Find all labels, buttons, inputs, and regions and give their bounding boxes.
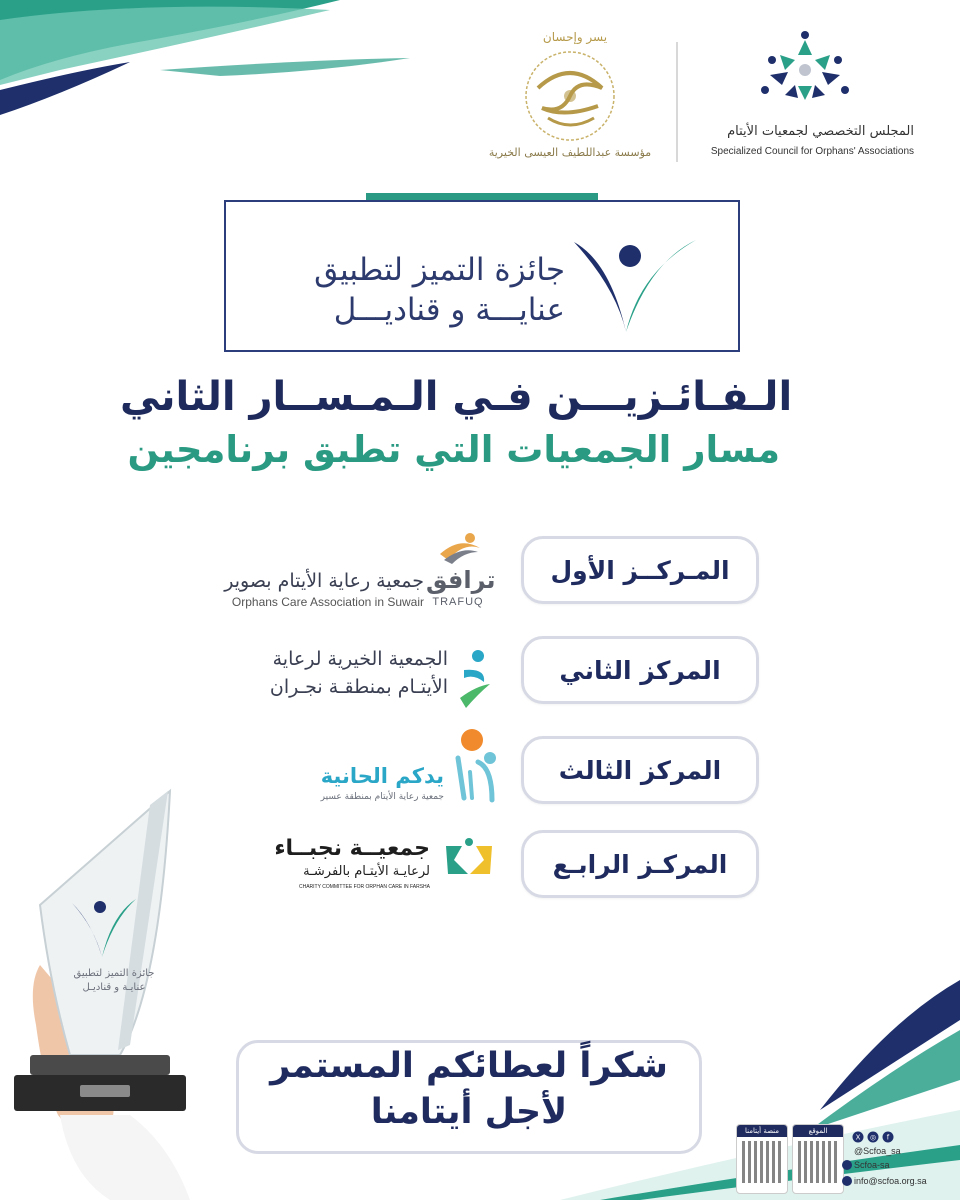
rank-3-pill: المركز الثالث bbox=[521, 736, 759, 804]
foundation-tagline: يسر وإحسان bbox=[542, 30, 608, 44]
social-icons-row bbox=[852, 1128, 898, 1147]
rank-2-pill: المركز الثاني bbox=[521, 636, 759, 704]
rank-3-org-arabic: يدكم الحانية bbox=[320, 764, 444, 788]
nujabaa-logo-icon bbox=[440, 836, 498, 884]
email-address[interactable]: info@scfoa.org.sa bbox=[854, 1176, 927, 1186]
platform-qr-code bbox=[742, 1141, 784, 1183]
snapchat-handle[interactable]: Scfoa-sa bbox=[854, 1160, 890, 1170]
council-logo-icon bbox=[750, 30, 860, 120]
website-qr-label: الموقع bbox=[793, 1125, 843, 1137]
award-title-line-2: عنايـــة و قناديـــل bbox=[333, 292, 565, 328]
trophy-text-line-1: جائزة التميز لتطبيق bbox=[73, 968, 155, 979]
snapchat-icon bbox=[842, 1160, 852, 1170]
rank-2-org-line-2: الأيتـام بمنطقـة نجـران bbox=[269, 676, 448, 698]
track-subheading: مسار الجمعيات التي تطبق برنامجين bbox=[127, 428, 780, 471]
foundation-name: مؤسسة عبداللطيف العيسى الخيرية bbox=[488, 146, 652, 159]
social-handle[interactable]: @Scfoa_sa bbox=[854, 1146, 901, 1156]
council-name-english: Specialized Council for Orphans' Associations bbox=[710, 146, 914, 157]
rank-1-pill: المـركــز الأول bbox=[521, 536, 759, 604]
email-icon bbox=[842, 1176, 852, 1186]
rank-4-org-subtitle: لرعايـة الأيتـام بالفرشـة bbox=[303, 864, 430, 879]
website-qr-code bbox=[798, 1141, 840, 1183]
foundation-calligraphy-logo-icon bbox=[518, 48, 622, 144]
rank-1-org-english: Orphans Care Association in Suwair bbox=[231, 595, 424, 609]
svg-text:f: f bbox=[886, 1133, 890, 1142]
top-left-wave-decoration bbox=[0, 0, 420, 130]
najran-orphans-logo-icon bbox=[456, 648, 492, 712]
rank-4-pill: المركـز الرابـع bbox=[521, 830, 759, 898]
platform-qr-card[interactable] bbox=[736, 1124, 788, 1194]
rank-2-org-line-1: الجمعية الخيرية لرعاية bbox=[272, 648, 448, 670]
rank-1-org-arabic: جمعية رعاية الأيتام بصوير bbox=[224, 570, 424, 592]
trophy-text-line-2: عنايـة و قناديـل bbox=[82, 982, 146, 993]
svg-text:◎: ◎ bbox=[869, 1133, 877, 1142]
thanks-line-2: لأجل أيتامنا bbox=[370, 1092, 568, 1132]
rank-1-brand-arabic: ترافق bbox=[426, 566, 496, 594]
platform-qr-label: منصة أيتامنا bbox=[737, 1125, 787, 1137]
rank-1-brand-english: TRAFUQ bbox=[432, 596, 484, 608]
award-title-line-1: جائزة التميز لتطبيق bbox=[314, 252, 565, 288]
rank-4-org-arabic: جمعيــة نجبــاء bbox=[274, 836, 430, 861]
svg-text:X: X bbox=[855, 1133, 861, 1142]
thanks-line-1: شكراً لعطائكم المستمر bbox=[270, 1046, 668, 1086]
rank-4-org-english: CHARITY COMMITTEE FOR ORPHAN CARE IN FARSHA bbox=[298, 884, 430, 890]
award-checkmark-logo-icon bbox=[570, 232, 700, 336]
rank-3-org-subtitle: جمعية رعاية الأيتام بمنطقة عسير bbox=[320, 792, 444, 802]
header-divider bbox=[676, 42, 678, 162]
winners-heading: الـفـائـزيـــن فـي الـمـســار الثاني bbox=[120, 374, 793, 420]
website-qr-card[interactable] bbox=[792, 1124, 844, 1194]
council-name-arabic: المجلس التخصصي لجمعيات الأيتام bbox=[727, 124, 914, 139]
